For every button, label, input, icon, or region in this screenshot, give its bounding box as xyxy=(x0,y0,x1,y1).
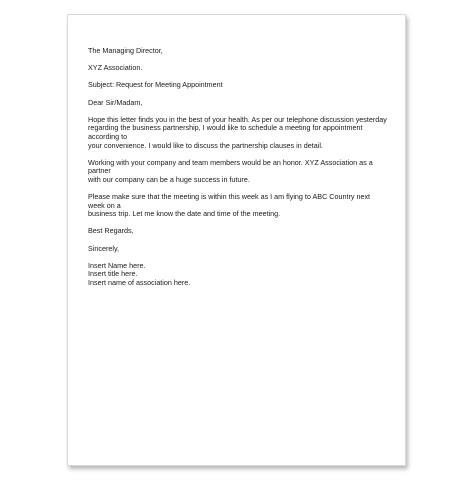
paragraph-line: Working with your company and team members would be an honor. XYZ Association as a partner xyxy=(88,157,373,176)
organization-line: XYZ Association. xyxy=(88,63,143,73)
letter-page xyxy=(67,14,406,466)
salutation-line: Dear Sir/Madam, xyxy=(88,97,143,107)
paragraph-line: business trip. Let me know the date and time of the meeting. xyxy=(88,209,281,219)
closing-sincerely: Sincerely, xyxy=(88,243,120,253)
signature-title: Insert title here. xyxy=(88,269,138,279)
paragraph-line: Please make sure that the meeting is within this week as I am flying to ABC Country next week on a xyxy=(88,192,371,210)
paragraph-honor xyxy=(88,159,388,185)
signature-name: Insert Name here. xyxy=(88,260,146,270)
paragraph-line: your convenience. I would like to discuss the partnership clauses in detail. xyxy=(88,140,323,150)
closing-best-regards: Best Regards, xyxy=(88,226,134,236)
paragraph-health xyxy=(88,116,388,150)
paragraph-schedule xyxy=(88,193,388,219)
subject-line: Subject: Request for Meeting Appointment xyxy=(88,80,223,90)
recipient-line: The Managing Director, xyxy=(88,46,163,55)
paragraph-line: regarding the business partnership, I would like to schedule a meeting for appointment according to xyxy=(88,123,363,141)
paragraph-line: Hope this letter finds you in the best of your health. As per our telephone discussion yesterday xyxy=(88,114,387,124)
signature-association: Insert name of association here. xyxy=(88,278,191,288)
signature-block xyxy=(88,262,388,288)
paragraph-line: with our company can be a huge success in future. xyxy=(88,174,250,184)
letter-body xyxy=(88,47,388,288)
